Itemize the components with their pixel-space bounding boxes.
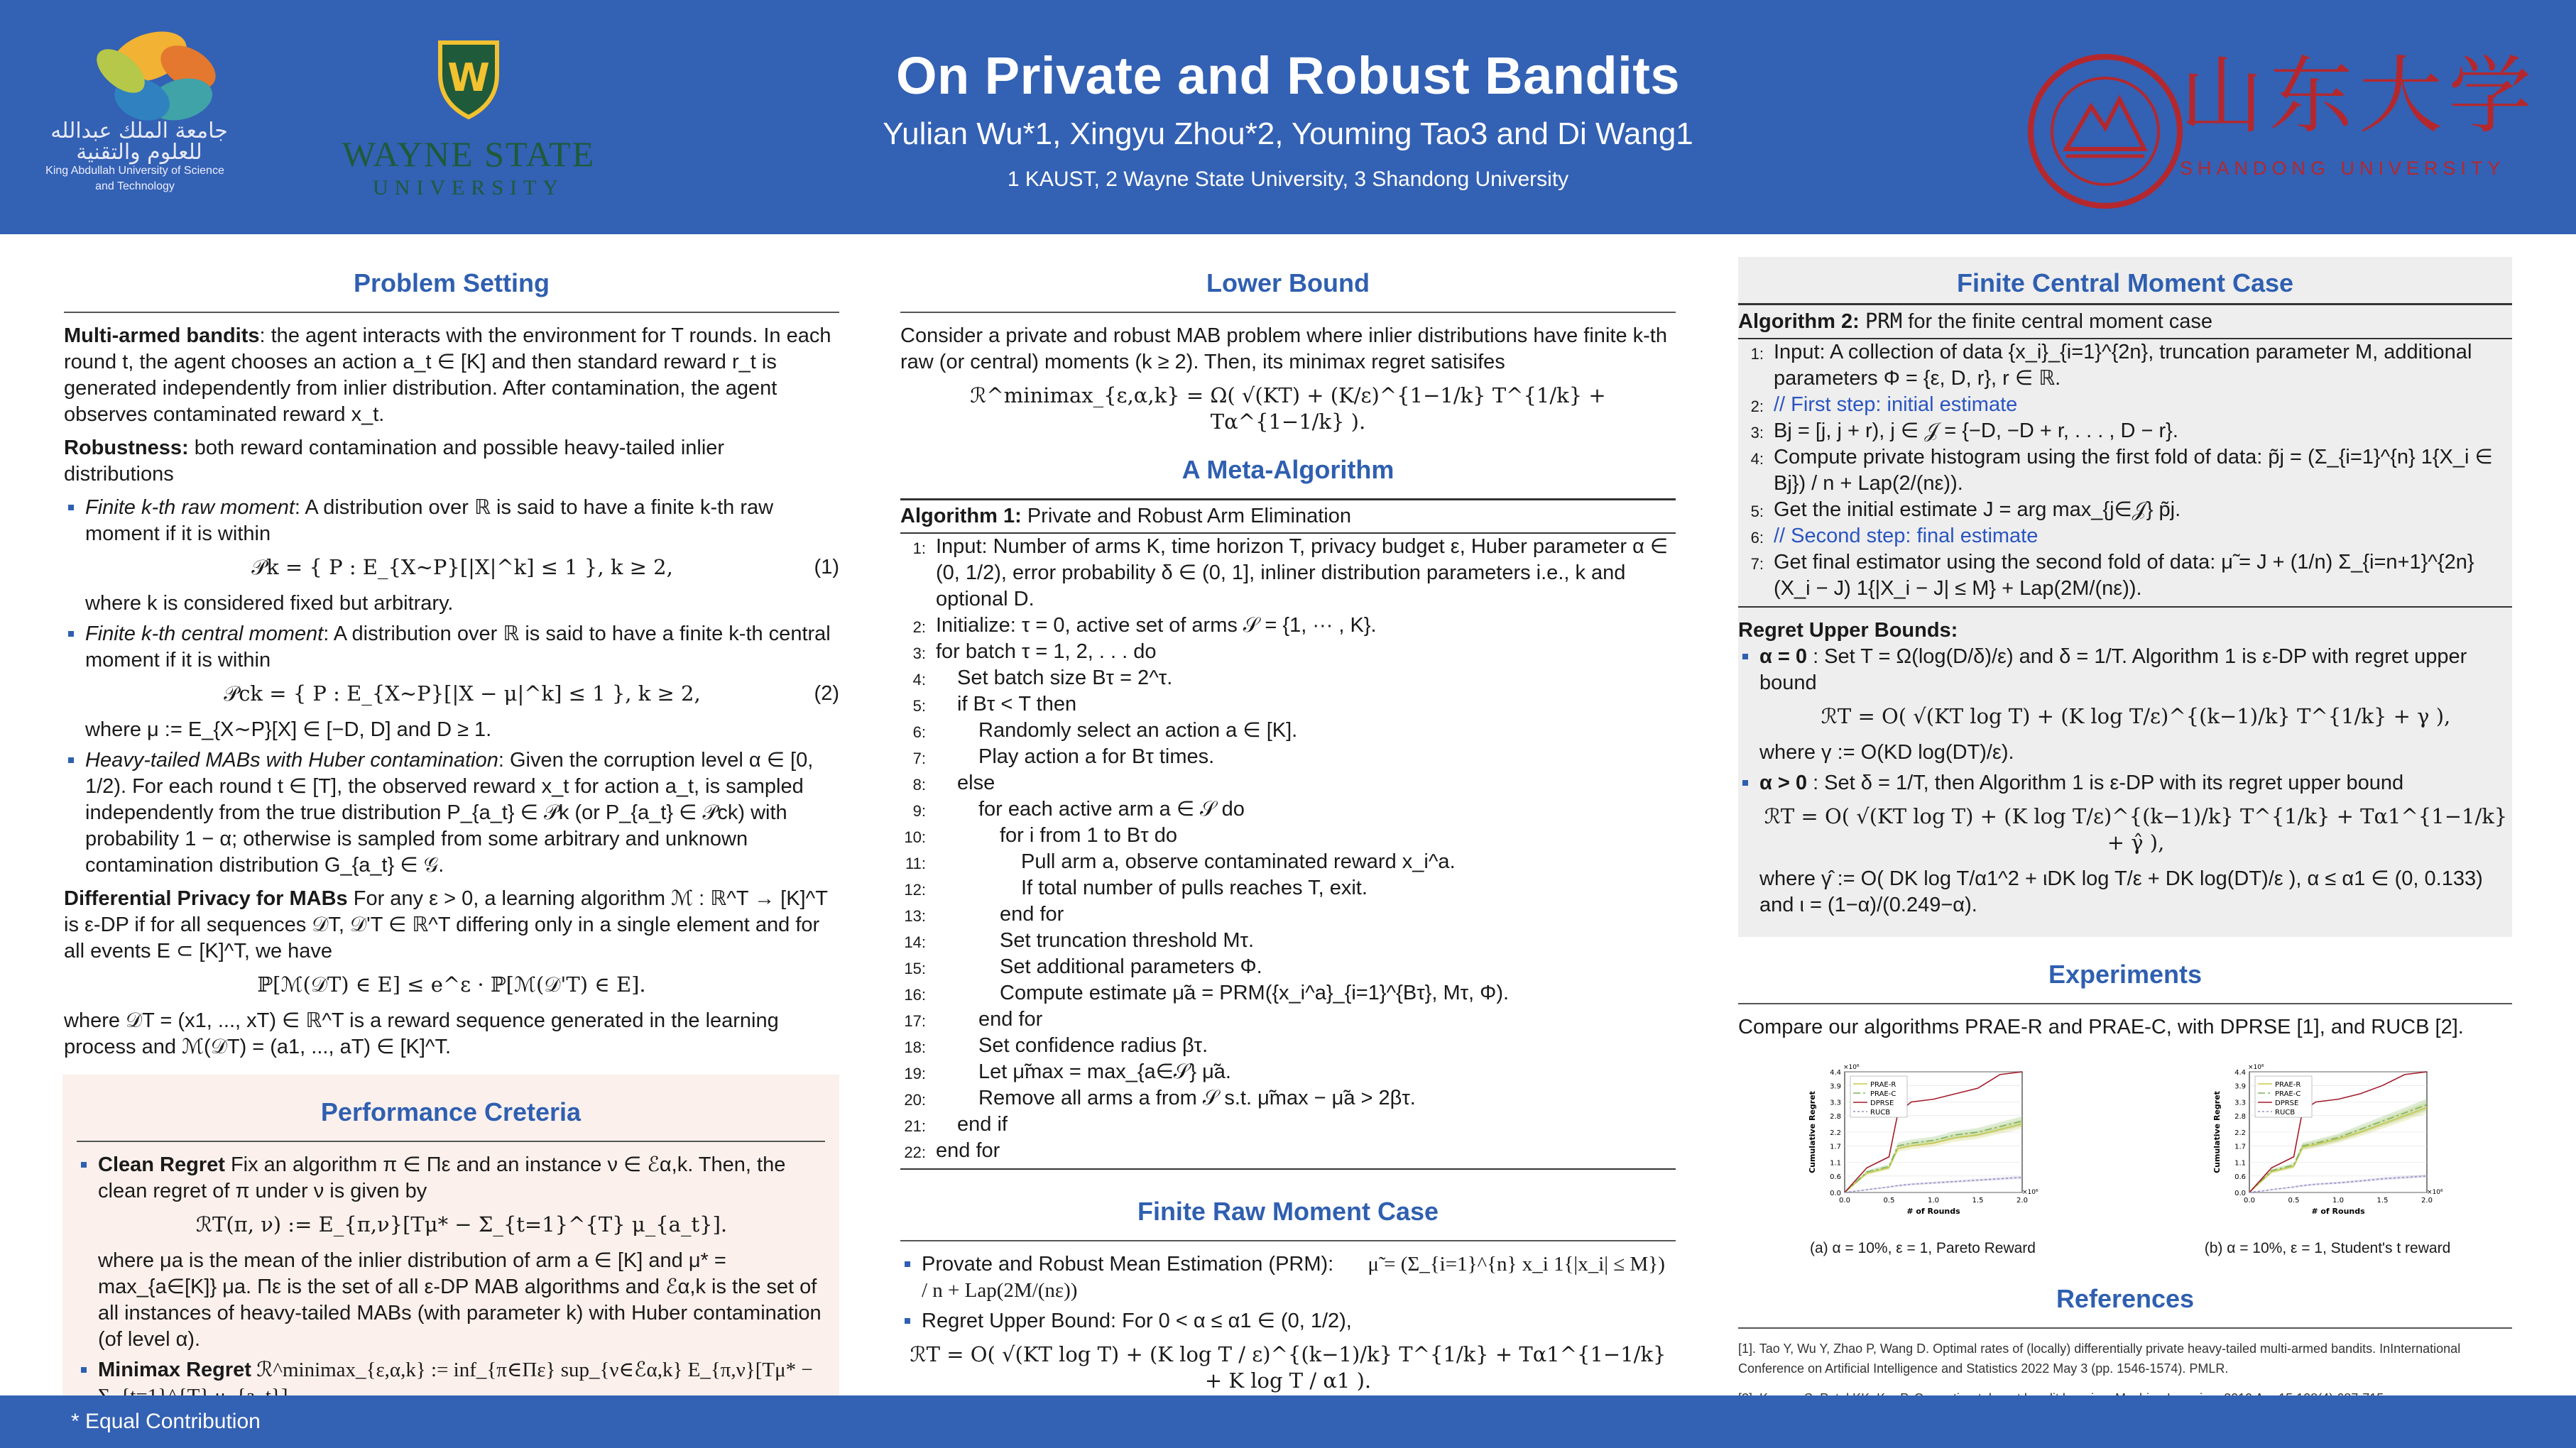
line-number: 13: — [904, 907, 926, 925]
line-number: 8: — [912, 776, 926, 794]
y-axis-label: Cumulative Regret — [1808, 1091, 1817, 1173]
x-axis-label: # of Rounds — [1906, 1207, 1960, 1216]
line-number: 6: — [912, 723, 926, 741]
algorithm-line — [900, 1138, 1676, 1164]
line-number: 16: — [904, 986, 926, 1004]
x-axis-label: # of Rounds — [2311, 1207, 2365, 1216]
sdu-calligraphy: 山东大学 — [2180, 47, 2538, 145]
algorithm-line — [900, 639, 1676, 665]
case1-label: α = 0 — [1759, 645, 1808, 668]
line-text: Set batch size Bτ = 2^τ. — [957, 667, 1173, 689]
dp-paragraph — [64, 886, 839, 965]
algorithm-line — [904, 1085, 1676, 1112]
divider — [64, 312, 839, 313]
footer-banner — [0, 1395, 2576, 1448]
x-tick-label: 2.0 — [2421, 1197, 2433, 1205]
central-regret-list — [1738, 644, 2512, 918]
line-number: 9: — [912, 802, 926, 820]
y-tick-label: 4.4 — [1830, 1069, 1841, 1077]
line-text: else — [957, 772, 995, 794]
line-number: 1: — [1750, 345, 1764, 363]
algorithm-1 — [900, 498, 1676, 1170]
clean-regret-equation: ℛT(π, ν) := E_{π,ν}[Tμ* − Σ_{t=1}^{T} μ_{a_t}]. — [195, 1212, 728, 1236]
line-text: Randomly select an action a ∈ [K]. — [978, 719, 1298, 742]
line-number: 22: — [904, 1143, 926, 1161]
list-item — [1738, 644, 2512, 766]
column-left — [64, 248, 839, 1430]
kaust-english-name: King Abdullah University of Science and Technology — [45, 165, 224, 192]
line-text: Get the initial estimate J = arg max_{j∈𝒥} p̃j. — [1774, 498, 2181, 521]
line-text: Remove all arms a from 𝒮 s.t. μ̃max − μ̃a > 2βτ. — [978, 1087, 1416, 1109]
line-text: if Bτ < T then — [957, 693, 1077, 715]
reference-item: [1]. Tao Y, Wu Y, Zhao P, Wang D. Optimal rates of (locally) differentially private heavy-tailed multi-armed bandits. InInternational Conference on Artificial Intelligence and Statistics 2022 May 3 (pp. 1546-1574). PMLR. — [1738, 1342, 2461, 1376]
x-tick-label: 0.0 — [1839, 1197, 1850, 1205]
prm-label: Provate and Robust Mean Estimation (PRM): — [922, 1253, 1334, 1276]
line-text: Pull arm a, observe contaminated reward x_i^a. — [1021, 850, 1456, 873]
algorithm-line — [1738, 497, 2512, 523]
legend-label: RUCB — [2275, 1109, 2296, 1117]
y-exponent: ×10⁶ — [1843, 1064, 1860, 1071]
line-comment: // Second step: final estimate — [1774, 525, 2039, 547]
x-tick-label: 1.0 — [2332, 1197, 2344, 1205]
list-item — [77, 1152, 825, 1353]
legend-label: PRAE-R — [2275, 1081, 2301, 1089]
x-tick-label: 1.5 — [1972, 1197, 1984, 1205]
line-number: 3: — [912, 645, 926, 662]
x-exponent: ×10⁶ — [2427, 1189, 2443, 1196]
y-axis-label: Cumulative Regret — [2212, 1091, 2222, 1173]
algorithm-line — [904, 928, 1676, 954]
legend — [2255, 1076, 2312, 1117]
equation-number: (1) — [814, 556, 839, 578]
clean-regret-note: where μa is the mean of the inlier distribution of arm a ∈ [K] and μ* = max_{a∈[K]} μa. Πε is the set of all ε-DP MAB algorithms and ℰα,k is the set of all instances of heavy-tailed MABs (with parameter k) with Huber contamination (of level α). — [98, 1249, 822, 1351]
algorithm-line — [904, 980, 1676, 1007]
algorithm-line — [904, 1007, 1676, 1033]
affiliations: 1 KAUST, 2 Wayne State University, 3 Shandong University — [1007, 168, 1569, 191]
algorithm-line — [912, 770, 1676, 796]
algorithm-line — [904, 1112, 1676, 1138]
line-text: Input: Number of arms K, time horizon T, privacy budget ε, Huber parameter α ∈ (0, 1/2), error probability δ ∈ (0, 1], inliner distribution parameters i.e., k and optional D. — [936, 535, 1669, 610]
clean-regret-label: Clean Regret — [98, 1153, 225, 1176]
y-exponent: ×10⁶ — [2248, 1064, 2264, 1071]
column-right — [1738, 248, 2512, 1418]
dp-equation: ℙ[ℳ(𝒟T) ∈ E] ≤ e^ε · ℙ[ℳ(𝒟'T) ∈ E]. — [257, 972, 646, 997]
raw-regret-equation: ℛT = O( √(KT log T) + (K log T / ε)^{(k−1)/k} T^{1/k} + Tα1^{1−1/k} + K log T / α1 ). — [910, 1342, 1666, 1393]
line-number: 19: — [904, 1065, 926, 1082]
experiments-text: Compare our algorithms PRAE-R and PRAE-C, with DPRSE [1], and RUCB [2]. — [1738, 1016, 2464, 1038]
regret-chart-b — [2207, 1058, 2448, 1235]
wsu-subtitle: UNIVERSITY — [373, 176, 564, 199]
dp-label: Differential Privacy for MABs — [64, 887, 348, 910]
mab-paragraph — [64, 323, 839, 428]
legend-label: PRAE-C — [2275, 1090, 2301, 1098]
algorithm-line — [912, 691, 1676, 718]
y-tick-label: 0.6 — [1830, 1173, 1841, 1181]
divider — [1738, 1003, 2512, 1004]
raw-case-title: Finite Raw Moment Case — [1137, 1197, 1439, 1226]
line-text: for batch τ = 1, 2, . . . do — [936, 640, 1157, 663]
x-tick-label: 2.0 — [2016, 1197, 2028, 1205]
lower-bound-text: Consider a private and robust MAB problem where inlier distributions have finite k-th raw (or central) moments (k ≥ 2). Then, its minimax regret satisifes — [900, 324, 1667, 373]
central-moment-box — [1738, 257, 2512, 937]
case2-text: : Set δ = 1/T, then Algorithm 1 is ε-DP with its regret upper bound — [1807, 772, 2404, 794]
wsu-name: WAYNE STATE — [342, 134, 596, 174]
algorithm-line — [1738, 444, 2512, 497]
line-number: 12: — [904, 881, 926, 899]
y-tick-label: 0.0 — [1830, 1190, 1841, 1197]
line-text: end for — [978, 1008, 1043, 1031]
kaust-arabic-name: جامعة الملك عبدالله للعلوم والتقنية — [50, 119, 228, 165]
figure-a — [1738, 1058, 2107, 1261]
regret-chart-a — [1802, 1058, 2043, 1235]
performance-box — [62, 1075, 839, 1430]
central-moment-equation: 𝒫ck = { P : E_{X∼P}[|X − μ|^k] ≤ 1 }, k ≥ 2, (2) — [224, 681, 839, 706]
author-list: Yulian Wu*1, Xingyu Zhou*2, Youming Tao3 and Di Wang1 — [883, 116, 1693, 151]
huber-label: Heavy-tailed MABs with Huber contamination — [85, 749, 498, 772]
y-tick-label: 3.9 — [1830, 1082, 1841, 1091]
dp-text: For any ε > 0, a learning algorithm ℳ : ℝ^T → [K]^T is ε-DP if for all sequences 𝒟T, 𝒟'T ∈ ℝ^T differing only in a single element and for all events E ⊂ [K]^T, we have — [64, 887, 828, 962]
raw-moment-label: Finite k-th raw moment — [85, 496, 295, 519]
minimax-equation: ℛ^minimax_{ε,α,k} := inf_{π∈Πε} sup_{ν∈ℰα,k} E_{π,ν}[Tμ* − — [256, 1359, 813, 1381]
y-tick-label: 3.3 — [1830, 1099, 1841, 1107]
line-comment: // First step: initial estimate — [1774, 393, 2018, 416]
line-text: Set confidence radius βτ. — [978, 1034, 1208, 1057]
algorithm-line — [1738, 549, 2512, 602]
line-number: 11: — [905, 855, 926, 872]
header-banner — [0, 0, 2576, 234]
algorithm-line — [1738, 523, 2512, 549]
raw-moment-note: where k is considered fixed but arbitrary. — [85, 592, 454, 615]
algorithm-line — [904, 823, 1676, 849]
line-number: 1: — [912, 539, 926, 557]
algorithm-line — [912, 744, 1676, 770]
algorithm-2 — [1738, 303, 2512, 608]
sdu-name: SHANDONG UNIVERSITY — [2180, 158, 2506, 179]
figure-caption: (b) α = 10%, ε = 1, Student's t reward — [2204, 1240, 2451, 1256]
clean-regret-text: Fix an algorithm π ∈ Πε and an instance ν ∈ ℰα,k. Then, the clean regret of π under ν is given by — [98, 1153, 786, 1202]
line-text: Set truncation threshold Mτ. — [1000, 929, 1255, 952]
huber-text: : Given the corruption level α ∈ [0, 1/2). For each round t ∈ [T], the observed reward x_t for action a_t, is sampled independently from the true distribution P_{a_t} ∈ 𝒫k (or P_{a_t} ∈ 𝒫ck) with probability 1 − α; otherwise is sampled from some arbitrary and unknown contamination distribution G_{a_t} ∈ 𝒢. — [85, 749, 814, 877]
line-number: 20: — [904, 1091, 926, 1109]
problem-setting-title: Problem Setting — [353, 268, 550, 297]
line-number: 4: — [912, 671, 926, 689]
y-tick-label: 2.2 — [1830, 1129, 1841, 1137]
x-tick-label: 1.5 — [2376, 1197, 2389, 1205]
mab-text: : the agent interacts with the environment for T rounds. In each round t, the agent chooses an action a_t ∈ [K] and then standard reward r_t is generated independently from inlier distribution. After contamination, the agent observes contaminated reward x_t. — [64, 324, 831, 426]
minimax-label: Minimax Regret — [98, 1359, 251, 1381]
algorithm-line — [905, 849, 1676, 875]
legend-label: DPRSE — [2275, 1099, 2299, 1107]
line-number: 3: — [1750, 424, 1764, 441]
case2-label: α > 0 — [1759, 772, 1808, 794]
x-tick-label: 0.5 — [2288, 1197, 2300, 1205]
y-tick-label: 0.0 — [2234, 1190, 2246, 1197]
line-number: 5: — [912, 697, 926, 715]
line-text: Bj = [j, j + r), j ∈ 𝒥 = {−D, −D + r, . . . , D − r}. — [1774, 419, 2178, 442]
y-tick-label: 2.8 — [1830, 1112, 1841, 1121]
algorithm-header: Algorithm 2: PRM for the finite central moment case — [1738, 303, 2512, 339]
y-tick-label: 1.1 — [2234, 1159, 2246, 1168]
meta-algorithm-title: A Meta-Algorithm — [1181, 455, 1395, 484]
x-tick-label: 0.0 — [2244, 1197, 2255, 1205]
x-tick-label: 1.0 — [1928, 1197, 1939, 1205]
line-text: Get final estimator using the second fold of data: μ̃ = J + (1/n) Σ_{i=n+1}^{2n} (X_i − J) 1{|X_i − J| ≤ M} + Lap(2M/(nε)). — [1774, 551, 2474, 600]
line-number: 15: — [904, 960, 926, 977]
divider — [900, 312, 1676, 313]
line-text: for i from 1 to Bτ do — [1000, 824, 1177, 847]
robust-text: both reward contamination and possible heavy-tailed inlier distributions — [64, 437, 725, 486]
case1-equation: ℛT = O( √(KT log T) + (K log T/ε)^{(k−1)/k} T^{1/k} + γ ), — [1821, 704, 2451, 728]
robust-label: Robustness: — [64, 437, 189, 459]
x-exponent: ×10⁶ — [2022, 1189, 2039, 1196]
algorithm-header: Algorithm 1: Private and Robust Arm Elimination — [900, 498, 1676, 534]
line-number: 17: — [904, 1012, 926, 1030]
list-item — [64, 747, 839, 879]
sdu-seal — [2024, 50, 2187, 213]
algorithm-line — [1738, 339, 2512, 392]
case2-note: where γ̂ := O( DK log T/α1^2 + ιDK log T/ε + DK log(DT)/ε ), α ≤ α1 ∈ (0, 0.133) and ι = (1−α)/(0.249−α). — [1759, 867, 2483, 916]
svg-text:W: W — [447, 55, 490, 100]
list-item — [900, 1251, 1676, 1304]
line-number: 4: — [1750, 450, 1764, 468]
list-item — [64, 495, 839, 617]
line-text: Compute private histogram using the first fold of data: p̃j = (Σ_{i=1}^{n} 1{X_i ∈ Bj}) / n + Lap(2/(nε)). — [1774, 446, 2493, 495]
y-tick-label: 4.4 — [2234, 1069, 2246, 1077]
lower-bound-equation: ℛ^minimax_{ε,α,k} = Ω( √(KT) + (K/ε)^{1−1/k} T^{1/k} + Tα^{1−1/k} ). — [970, 383, 1606, 434]
case2-equation: ℛT = O( √(KT log T) + (K log T/ε)^{(k−1)/k} T^{1/k} + Tα1^{1−1/k} + γ̂ ), — [1764, 804, 2508, 855]
line-number: 5: — [1750, 503, 1764, 520]
algorithm-line — [912, 718, 1676, 744]
line-number: 14: — [904, 933, 926, 951]
algorithm-line — [904, 1033, 1676, 1059]
moment-list — [64, 495, 839, 879]
robust-paragraph — [64, 435, 839, 488]
y-tick-label: 3.3 — [2234, 1099, 2246, 1107]
x-tick-label: 0.5 — [1883, 1197, 1895, 1205]
line-number: 2: — [912, 618, 926, 636]
algorithm-line — [904, 1059, 1676, 1085]
central-moment-note: where μ := E_{X∼P}[X] ∈ [−D, D] and D ≥ 1. — [85, 718, 492, 741]
algorithm-line — [904, 954, 1676, 980]
y-tick-label: 3.9 — [2234, 1082, 2246, 1091]
line-text: Set additional parameters Φ. — [1000, 955, 1262, 978]
algorithm-line — [912, 665, 1676, 691]
footnote: * Equal Contribution — [71, 1410, 261, 1433]
equation-number: (2) — [814, 682, 839, 705]
figure-row — [1738, 1058, 2512, 1261]
performance-title: Performance Creteria — [320, 1097, 582, 1126]
list-item — [1738, 770, 2512, 918]
algorithm-line — [904, 875, 1676, 901]
line-text: Compute estimate μ̃a = PRM({x_i^a}_{i=1}^{Bτ}, Mτ, Φ). — [1000, 982, 1510, 1004]
line-number: 2: — [1750, 397, 1764, 415]
regret-upper-bound-text: For 0 < α ≤ α1 ∈ (0, 1/2), — [1116, 1310, 1352, 1332]
list-item — [900, 1308, 1676, 1334]
divider — [77, 1141, 825, 1142]
regret-bounds-title: Regret Upper Bounds: — [1738, 619, 1958, 642]
line-text: Input: A collection of data {x_i}_{i=1}^{2n}, truncation parameter M, additional parameters Φ = {ε, D, r}, r ∈ ℝ. — [1774, 341, 2472, 390]
line-number: 18: — [904, 1038, 926, 1056]
algorithm-line — [904, 901, 1676, 928]
central-moment-label: Finite k-th central moment — [85, 622, 324, 645]
case1-note: where γ := O(KD log(DT)/ε). — [1759, 741, 2014, 764]
algorithm-lines — [900, 534, 1676, 1170]
divider — [900, 1240, 1676, 1241]
algorithm-line — [1738, 392, 2512, 418]
y-tick-label: 1.7 — [2234, 1143, 2246, 1151]
central-moment-text: : A distribution over ℝ is said to have a finite k-th central moment if it is within — [85, 622, 831, 671]
algorithm-line — [900, 534, 1676, 613]
figure-b — [2143, 1058, 2512, 1261]
list-item — [64, 621, 839, 743]
line-number: 10: — [904, 828, 926, 846]
legend-label: PRAE-C — [1870, 1090, 1896, 1098]
references-title: References — [2056, 1284, 2195, 1313]
y-tick-label: 0.6 — [2234, 1173, 2246, 1181]
algorithm-lines — [1738, 339, 2512, 608]
algorithm-line — [1738, 418, 2512, 444]
line-text: Play action a for Bτ times. — [978, 745, 1215, 768]
algorithm-line — [900, 613, 1676, 639]
experiments-title: Experiments — [2048, 960, 2203, 989]
poster-title: On Private and Robust Bandits — [895, 46, 1681, 105]
legend-label: PRAE-R — [1870, 1081, 1896, 1089]
algorithm-line — [912, 796, 1676, 823]
y-tick-label: 2.2 — [2234, 1129, 2246, 1137]
legend-label: DPRSE — [1870, 1099, 1894, 1107]
divider — [1738, 1327, 2512, 1329]
performance-list — [77, 1152, 825, 1410]
mab-label: Multi-armed bandits — [64, 324, 260, 347]
column-middle — [900, 248, 1676, 1404]
sdu-seal-icon — [2024, 50, 2187, 213]
dp-note: where 𝒟T = (x1, ..., xT) ∈ ℝ^T is a reward sequence generated in the learning process and ℳ(𝒟T) = (a1, ..., aT) ∈ [K]^T. — [64, 1009, 779, 1058]
figure-caption: (a) α = 10%, ε = 1, Pareto Reward — [1810, 1240, 2036, 1256]
y-tick-label: 2.8 — [2234, 1112, 2246, 1121]
legend-label: RUCB — [1870, 1109, 1891, 1117]
y-tick-label: 1.1 — [1830, 1159, 1841, 1168]
legend — [1850, 1076, 1907, 1117]
line-text: Initialize: τ = 0, active set of arms 𝒮 = {1, ··· , K}. — [936, 614, 1377, 637]
y-tick-label: 1.7 — [1830, 1143, 1841, 1151]
line-number: 7: — [912, 750, 926, 767]
line-text: end if — [957, 1113, 1008, 1136]
raw-moment-text: : A distribution over ℝ is said to have a finite k-th raw moment if it is within — [85, 496, 774, 545]
central-case-title: Finite Central Moment Case — [1956, 268, 2294, 297]
raw-moment-equation: 𝒫k = { P : E_{X∼P}[|X|^k] ≤ 1 }, k ≥ 2, (1) — [251, 555, 839, 579]
lower-bound-title: Lower Bound — [1206, 268, 1370, 297]
regret-upper-bound-label: Regret Upper Bound: — [922, 1310, 1117, 1332]
line-text: end for — [936, 1139, 1000, 1162]
line-text: Let μ̃max = max_{a∈𝒮} μ̃a. — [978, 1060, 1231, 1083]
prm-equation: μ̃ = (Σ_{i=1}^{n} x_i 1{|x_i| ≤ M}) / n + Lap(2M/(nε)) — [922, 1253, 1665, 1302]
case1-text: : Set T = Ω(log(D/δ)/ε) and δ = 1/T. Algorithm 1 is ε-DP with regret upper bound — [1759, 645, 2467, 694]
line-number: 21: — [904, 1117, 926, 1135]
line-number: 6: — [1750, 529, 1764, 547]
raw-case-list — [900, 1251, 1676, 1334]
line-text: for each active arm a ∈ 𝒮 do — [978, 798, 1245, 821]
line-number: 7: — [1750, 555, 1764, 573]
line-text: If total number of pulls reaches T, exit. — [1021, 877, 1368, 899]
line-text: end for — [1000, 903, 1064, 926]
